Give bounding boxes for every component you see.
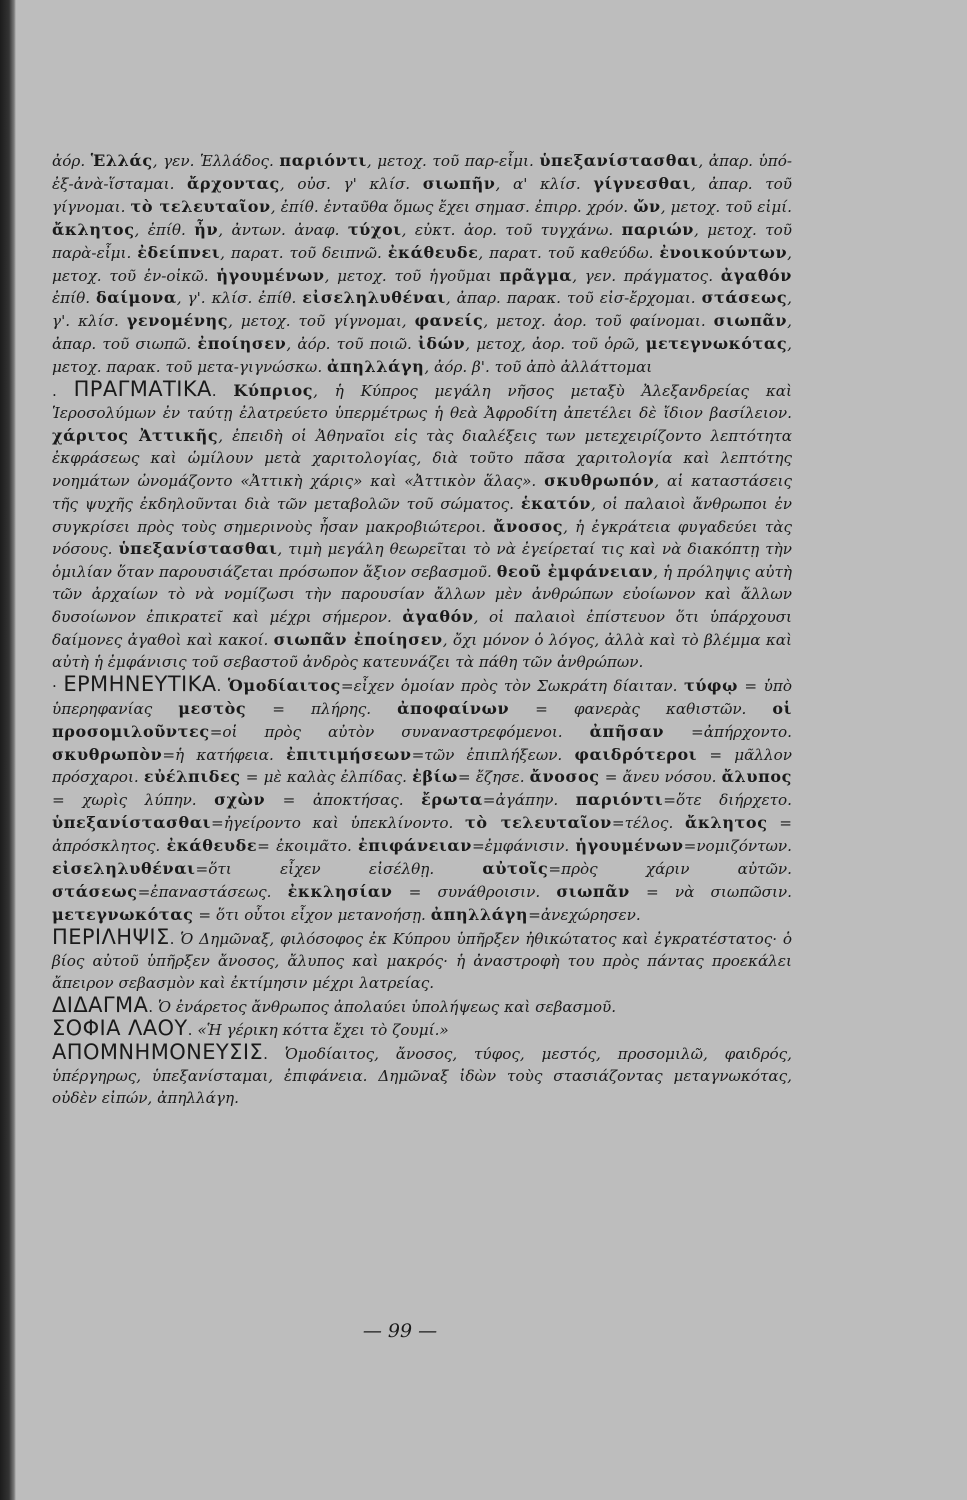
text-run: , εὐκτ. ἀορ. τοῦ τυγχάνω. — [401, 220, 622, 239]
headword: χάριτος Ἀττικῆς — [52, 425, 219, 445]
text-run: =ἡ κατήφεια. — [162, 745, 287, 764]
text-run: . — [52, 382, 74, 401]
text-run: , οἱ παλαιοὶ ἄνθρωποι ἐν συγκρίσει πρὸς τοὺς σημερινοὺς ἦσαν μακροβιώτεροι. — [52, 494, 797, 536]
headword: Ἑλλάς — [90, 151, 153, 170]
text-run: = ἀπρόσκλητος. — [52, 814, 797, 856]
headword: πρᾶγμα — [499, 265, 573, 285]
text-run: = συνάθροισιν. — [392, 883, 557, 901]
headword: ἐκκλησίαν — [287, 882, 393, 901]
text-run: , μετοχ. τοῦ εἰμί. — [660, 197, 797, 216]
text-run: , γ'. κλίσ. ἐπίθ. — [176, 289, 303, 308]
text-run: , οὐσ. γ' κλίσ. — [279, 174, 423, 193]
text-run: , ἀπαρ. τοῦ σιωπῶ. — [52, 312, 797, 354]
headword: δαίμονα — [96, 288, 177, 308]
text-run: , ἀπαρ. παρακ. τοῦ εἰσ-ἔρχομαι. — [445, 289, 702, 308]
text-run: =ἐπαναστάσεως. — [137, 883, 288, 901]
headword: ὑπεξανίστασθαι — [52, 813, 211, 833]
headword: σχὼν — [214, 790, 266, 810]
text-run: =εἶχεν ὁμοίαν πρὸς τὸν Σωκράτη δίαιταν. — [340, 676, 684, 695]
headword: Ὁμοδίαιτος — [227, 675, 341, 695]
headword: τύφῳ — [683, 675, 738, 695]
headword: σιωπῆν — [422, 173, 496, 193]
section-heading: ΠΡΑΓΜΑΤΙΚΑ — [73, 377, 212, 402]
text-run: , μετοχ. τοῦ παρ-εἶμι. — [366, 152, 540, 170]
text-run: , ἀόρ. τοῦ ποιῶ. — [286, 335, 419, 354]
headword: εἰσεληλυθέναι — [302, 288, 446, 308]
headword: τὸ τελευταῖον — [465, 813, 612, 833]
text-run: = ἐκοιμᾶτο. — [257, 837, 358, 856]
headword: ἐπιτιμήσεων — [286, 744, 412, 764]
text-run: , ὄχι μόνον ὁ λόγος, ἀλλὰ καὶ τὸ βλέμμα καὶ αὐτὴ ἡ ἐμφάνισις τοῦ σεβαστοῦ ἀνδρὸς κατευνάζει τὰ πάθη τῶν ἀνθρώπων. — [52, 631, 797, 671]
text-run: Ἑλλάδος. — [199, 152, 280, 170]
text-run: , γεν. — [152, 152, 200, 170]
text-run: , αἱ καταστάσεις τῆς ψυχῆς ἐκδηλοῦνται διὰ τῶν μεταβολῶν τοῦ σώματος. — [52, 471, 797, 513]
text-run: , α' κλίσ. — [495, 174, 594, 193]
headword: σκυθρωπὸν — [52, 744, 163, 764]
text-run: = χωρὶς λύπην. — [52, 768, 797, 810]
text-run: . — [263, 1045, 285, 1064]
headword: Κύπριος — [233, 381, 314, 401]
headword: ἦν — [194, 219, 219, 239]
text-run: , μετοχ. τοῦ ἡγοῦμαι — [324, 266, 500, 285]
headword: ἀπηλλάγη — [430, 904, 529, 924]
text-run: . — [216, 676, 228, 695]
text-run: =πρὸς χάριν αὐτῶν. — [548, 860, 797, 879]
headword: αὐτοῖς — [482, 859, 549, 879]
text-run: =ὅτι εἶχεν εἰσέλθῃ. — [195, 860, 483, 879]
text-run: , παρατ. τοῦ δειπνῶ. — [220, 243, 388, 262]
text-run: . — [211, 382, 234, 401]
headword: φαιδρότεροι — [574, 744, 698, 764]
headword: ἐβίω — [412, 767, 458, 787]
headword: ἄκλητος — [52, 219, 135, 239]
headword: ἡγουμένων — [575, 836, 684, 856]
text-run: , ἀόρ. β'. τοῦ ἀπὸ ἀλλάττομαι — [424, 358, 653, 377]
text-run: , μετοχ, ἀορ. τοῦ ὁρῶ, — [465, 335, 646, 354]
text-run: , μετοχ. ἀορ. τοῦ φαίνομαι. — [483, 312, 714, 331]
headword: σιωπᾶν — [556, 882, 630, 901]
text-run: =νομιζόντων. — [683, 837, 797, 856]
headword: ὑπεξανίστασθαι — [539, 151, 699, 170]
headword: ἄλυπος — [721, 767, 792, 787]
headword: παριών — [621, 219, 694, 239]
glossary-paragraph — [52, 150, 797, 379]
text-run: = φανερὰς καθιστῶν. — [509, 699, 773, 718]
headword: φανείς — [414, 311, 484, 331]
headword: ἄνοσος — [493, 516, 564, 536]
text-run: = νὰ σιωπῶσιν. — [629, 883, 797, 901]
headword: οἱ προσομιλοῦντες — [52, 698, 799, 741]
text-run: = ἀποκτήσας. — [265, 791, 422, 810]
text-run: =ἀπήρχοντο. — [664, 722, 797, 741]
headword: μεστὸς — [178, 698, 247, 718]
text-run: , οἱ παλαιοὶ ἐπίστευον ὅτι ὑπάρχουσι δαίμονες ἀγαθοὶ καὶ κακοί. — [52, 608, 797, 650]
page-binding-edge — [0, 0, 16, 1500]
headword: μετεγνωκότας — [645, 334, 788, 354]
text-run: =ἀγάπην. — [482, 791, 576, 810]
headword: ἐδείπνει — [137, 242, 221, 262]
text-run: , μετοχ. παρακ. τοῦ μετα-γιγνώσκω. — [52, 335, 797, 377]
text-run: , ἐπίθ. ἐνταῦθα ὅμως ἔχει σημασ. ἐπιρρ. χρόν. — [270, 197, 634, 216]
text-run: = πλήρης. — [246, 699, 398, 718]
headword: ἐπιφάνειαν — [357, 836, 472, 856]
headword: τύχοι — [347, 219, 402, 239]
text-run: , ἀντων. ἀναφ. — [218, 220, 348, 239]
text-run: Ὁ ἐνάρετος ἄνθρωπος ἀπολαύει ὑπολήψεως καὶ σεβασμοῦ. — [157, 997, 617, 1016]
text-run: = ὅτι οὗτοι εἶχον μετανοήσῃ. — [193, 905, 431, 924]
headword: μετεγνωκότας — [52, 904, 194, 924]
text-run: Ὁ Δημῶναξ, φιλόσοφος ἐκ Κύπρου ὑπῆρξεν ἠθικώτατος καὶ ἐγκρατέστατος· ὁ βίος αὐτοῦ ὑπῆρξεν ἄνοσος, ἄλυπος καὶ μακρός· ἡ ἀναστροφὴ του πρὸς πάντας προεκάλει ἄπειρον σεβασμὸν καὶ ἐκτίμησιν μέχρι λατρείας. — [52, 929, 797, 992]
text-run: , ἐπίθ. — [134, 220, 195, 239]
text-run: =οἱ πρὸς αὐτὸν συναναστρεφόμενοι. — [209, 722, 590, 741]
text-run: , ἀπαρ. τοῦ γίγνομαι. — [52, 174, 797, 216]
text-run: , γ'. κλίσ. — [52, 289, 797, 331]
didagma-paragraph — [52, 992, 792, 1019]
headword: παριόντι — [279, 151, 367, 170]
headword: ἐκάθευδε — [166, 836, 258, 856]
headword: στάσεως — [701, 288, 788, 308]
text-run: . — [148, 997, 158, 1016]
text-run: , ἡ Κύπρος μεγάλη νῆσος μεταξὺ Ἀλεξανδρείας καὶ Ἱεροσολύμων ἐν ταύτῃ ἐλατρεύετο ὑπερμέτρως ἡ θεὰ Ἀφροδίτη ἀπετέλει δὲ ἴδιον βασίλειον. — [52, 382, 797, 422]
text-run: , παρατ. τοῦ καθεύδω. — [478, 243, 660, 262]
section-heading: ΣΟΦΙΑ ΛΑΟΥ — [52, 1016, 188, 1041]
sofia-laou-paragraph — [52, 1018, 792, 1042]
headword: σκυθρωπόν — [544, 470, 655, 490]
headword: ἡγουμένων — [216, 265, 325, 285]
headword: παριόντι — [575, 790, 664, 810]
ermineftika-paragraph — [52, 671, 799, 927]
headword: ἐποίησεν — [197, 334, 287, 354]
headword: σιωπᾶν — [713, 311, 788, 331]
headword: ἀποφαίνων — [397, 698, 510, 718]
text-run: , μετοχ. τοῦ γίγνομαι, — [228, 312, 415, 331]
section-heading: ΔΙΔΑΓΜΑ — [52, 992, 149, 1017]
headword: σιωπᾶν ἐποίησεν — [273, 630, 443, 650]
headword: ἐνοικούντων — [659, 242, 788, 262]
text-run: =ἠγείροντο καὶ ὑπεκλίνοντο. — [210, 814, 466, 833]
perilipsis-paragraph — [52, 924, 797, 995]
headword: ἄκλητος — [685, 813, 768, 833]
headword: ἄνοσος — [529, 767, 600, 787]
headword: ἀπηλλάγη — [326, 357, 425, 377]
text-run: = ὑπὸ ὑπερηφανίας — [52, 676, 797, 718]
text-run: =τῶν ἐπιπλήξεων. — [411, 745, 575, 764]
text-run: · — [52, 676, 64, 695]
headword: ἄρχοντας — [187, 173, 280, 193]
text-run: , ἀπαρ. ὑπό-ἐξ-ἀνὰ-ἵσταμαι. — [52, 152, 793, 193]
text-run: , γεν. πράγματος. — [572, 266, 721, 285]
headword: ἀπῆσαν — [589, 721, 665, 741]
text-run: =ἐμφάνισιν. — [471, 837, 576, 856]
text-run: , ἡ πρόληψις αὐτὴ τῶν ἀρχαίων τὸ νὰ νομίζωσι τὴν παρουσίαν ἄλλων μὲν ἀνθρώπων εὐοίωνον καὶ ἄλλων δυσοίωνον ἐπικρατεῖ καὶ μέχρι σήμερον. — [52, 563, 797, 627]
text-run: , ἡ ἐγκράτεια φυγαδεύει τὰς νόσους. — [52, 517, 797, 559]
headword: ἰδών — [418, 334, 466, 354]
pragmatika-paragraph — [52, 377, 797, 674]
headword: ἑκατόν — [520, 493, 592, 513]
text-run: = μᾶλλον πρόσχαροι. — [52, 745, 797, 787]
headword: τὸ τελευταῖον — [130, 196, 271, 216]
text-run: . — [187, 1021, 198, 1040]
text-run: ἀόρ. — [52, 152, 91, 170]
document-page — [52, 150, 799, 1110]
text-run: , ἐπειδὴ οἱ Ἀθηναῖοι εἰς τὰς διαλέξεις των μετεχειρίζοντο λεπτότητα ἐκφράσεως καὶ ὡμίλουν μετὰ χαριτολογίας, διὰ τοῦτο πᾶσα χαριτολογία καὶ λεπτότης νοημάτων ὠνομάζοντο «Ἀττικὴ χάρις» καὶ «Ἀττικὸν ἅλας». — [52, 426, 797, 490]
page-number: — 99 — — [362, 1320, 438, 1342]
headword: γίγνεσθαι — [593, 173, 691, 193]
headword: ἔρωτα — [421, 790, 483, 810]
text-run: «Ἡ γέρικη κόττα ἔχει τὸ ζουμί.» — [197, 1021, 449, 1040]
headword: ἐκάθευδε — [387, 242, 479, 262]
text-run: =ὅτε διήρχετο. — [663, 791, 797, 810]
text-run: , μετοχ. τοῦ ἐν-οἰκῶ. — [52, 243, 797, 285]
headword: ἀγαθόν — [402, 607, 474, 627]
text-run: , μετοχ. τοῦ παρὰ-εἶμι. — [52, 220, 797, 262]
text-run: = ἔζησε. — [457, 768, 530, 787]
text-run: =τέλος. — [611, 814, 685, 833]
headword: ὑπεξανίστασθαι — [118, 539, 278, 559]
text-run: =ἀνεχώρησεν. — [528, 905, 641, 924]
section-heading: ΕΡΜΗΝΕΥΤΙΚΑ — [63, 671, 217, 696]
headword: εὐέλπιδες — [143, 767, 241, 787]
headword: γενομένης — [126, 311, 229, 331]
text-run: = ἄνευ νόσου. — [599, 768, 722, 787]
headword: εἰσεληλυθέναι — [52, 859, 196, 879]
section-heading: ΑΠΟΜΝΗΜΟΝΕΥΣΙΣ — [52, 1040, 264, 1065]
section-heading: ΠΕΡΙΛΗΨΙΣ — [52, 924, 170, 949]
text-run: Ὁμοδίαιτος, ἄνοσος, τύφος, μεστός, προσομιλῶ, φαιδρός, ὑπέργηρως, ὑπεξανίσταμαι, ἐπιφάνεια. Δημῶναξ ἰδὼν τοὺς στασιάζοντας μεταγνωκότας, οὐδὲν εἰπών, ἀπηλλάγη. — [52, 1045, 797, 1108]
headword: ὤν — [633, 196, 661, 216]
text-run: ἐπίθ. — [52, 266, 797, 308]
apomnimonefsis-paragraph — [52, 1040, 797, 1110]
headword: θεοῦ ἐμφάνειαν — [496, 562, 654, 582]
text-run: = μὲ καλὰς ἐλπίδας. — [240, 768, 413, 787]
text-run: , τιμὴ μεγάλη θεωρεῖται τὸ νὰ ἐγείρεταί τις καὶ νὰ διακόπτῃ τὴν ὁμιλίαν ὅταν παρουσιάζεται πρόσωπον ἄξιον σεβασμοῦ. — [52, 540, 797, 582]
text-run: . — [169, 929, 181, 948]
headword: στάσεως — [52, 882, 138, 901]
headword: ἀγαθόν — [720, 265, 792, 285]
